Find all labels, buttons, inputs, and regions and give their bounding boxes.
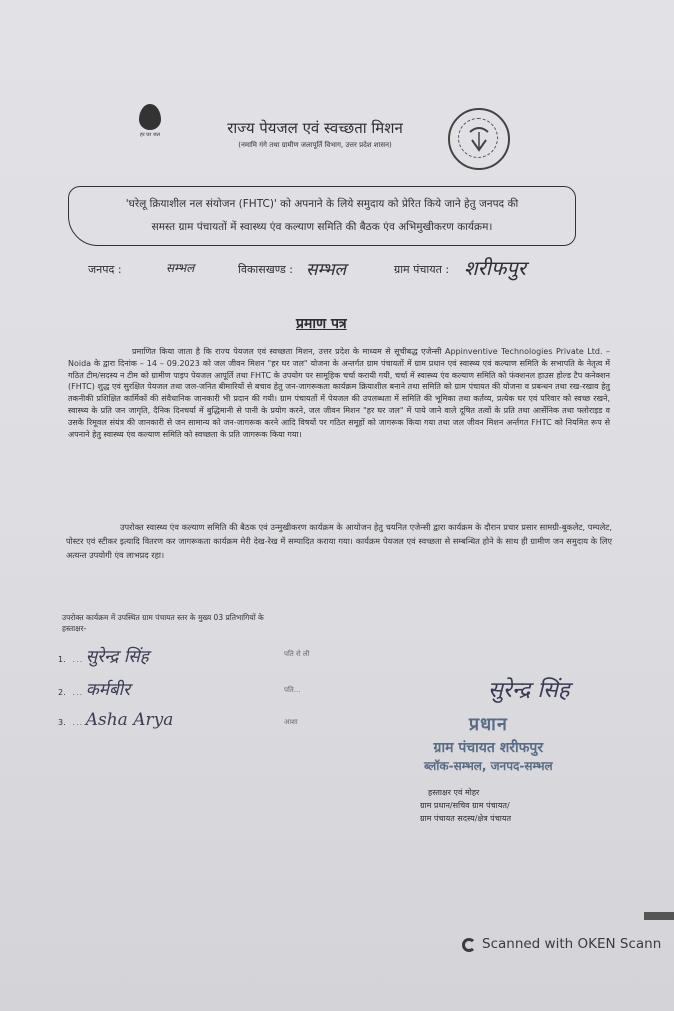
sign-line-3: ग्राम पंचायत सदस्य/क्षेत्र पंचायत (420, 814, 512, 823)
janpad-label: जनपद : (88, 263, 122, 276)
participant-relation: पति रो ली (284, 650, 310, 658)
participant-row-1: 1. ... सुरेन्द्र सिंह (58, 644, 182, 667)
participant-relation: पति... (284, 686, 301, 694)
banner-line-1: 'घरेलू क्रियाशील नल संयोजन (FHTC)' को अपनाने के लिये समुदाय को प्रेरित किये जाने हेतु जनपद की (125, 198, 519, 210)
participant-signature: सुरेन्द्र सिंह (85, 647, 149, 667)
pradhan-stamp (424, 712, 553, 774)
scanner-logo-icon (462, 938, 476, 952)
vikaskhand-value: सम्भल (306, 260, 347, 280)
signatory-designation (420, 786, 511, 825)
participant-row-2: 2. ... कर्मबीर (58, 677, 182, 700)
stamp-block: ब्लॉक-सम्भल, जनपद-सम्भल (424, 759, 553, 773)
logo-caption: हर घर जल (140, 132, 160, 138)
scanner-watermark (462, 936, 661, 952)
mission-title: राज्य पेयजल एवं स्वच्छता मिशन (227, 119, 403, 137)
attendance-intro-line-1: उपरोक्त कार्यक्रम में उपस्थित ग्राम पंचायत स्तर के मुख्य 03 प्रतिभागियों के (62, 613, 264, 622)
program-title-banner (68, 186, 576, 246)
participant-number: 1. (58, 655, 66, 664)
attendance-intro-line-2: हस्ताक्षर- (62, 624, 87, 633)
attendance-intro (62, 612, 264, 634)
gram-panchayat-label: ग्राम पंचायत : (394, 263, 450, 276)
har-ghar-jal-logo (128, 104, 172, 138)
participant-signature: Asha Arya (85, 710, 174, 730)
participant-relation: आशा (284, 718, 298, 726)
certificate-paragraph-2: उपरोक्त स्वास्थ्य एंव कल्याण समिति की बैठक एवं उन्मुखीकरण कार्यक्रम के आयोजन हेतु चयनित एजेन्सी द्वारा कार्यक्रम के दौरान प्रचार प्रसार सामग्री-बुकलेट, पम्पलेट, पोस्टर एवं स्टीकर इत्यादि वितरण कर जागरूकता कार्यक्रम मेरी देख-रेख में सम्पादित कराया गया। कार्यक्रम पेयजल एवं स्वच्छता से सम्बन्धित होने के साथ ही ग्रामीण जन समुदाय के लिए अत्यन्त उपयोगी एंव लाभप्रद रहा। (66, 522, 612, 560)
gram-panchayat-value: शरीफपुर (464, 256, 526, 280)
pradhan-signature: सुरेन्द्र सिंह (488, 678, 570, 703)
mission-heading (190, 118, 440, 150)
sign-line-2: ग्राम प्रधान/सचिव ग्राम पंचायत/ (420, 801, 510, 810)
up-government-emblem-icon (448, 108, 510, 170)
banner-line-2: समस्त ग्राम पंचायतों में स्वास्थ्य एंव कल्याण समिति की बैठक एंव अभिमुखीकरण कार्यक्रम। (151, 221, 493, 233)
participant-signature: कर्मबीर (85, 680, 131, 700)
scanner-text: Scanned with OKEN Scann (482, 936, 662, 952)
stamp-title: प्रधान (468, 714, 508, 735)
participant-row-3: 3. ... Asha Arya (58, 710, 182, 730)
participant-number: 2. (58, 688, 66, 697)
certificate-paragraph-1: प्रमाणित किया जाता है कि राज्य पेयजल एवं स्वच्छता मिशन, उत्तर प्रदेश के माध्यम से सूचीबद्ध एजेन्सी Appinventive Technologies Private Ltd. – Noida के द्वारा दिनांक – 14 – 09.2023 को जल जीवन मिशन "हर घर जल" योजना के अन्तर्गत ग्राम पंचायतों में ग्राम प्रधान एवं स्वास्थ्य एवं कल्याण समिति के सभापति के नेतृत्व में गठित टीम/सदस्य न टीम को ग्रामीण पाइप पेयजल आपूर्ति तथा FHTC के उपयोग पर सामूहिक चर्चा करायी गयी, चर्चा में स्वास्थ्य एंव कल्याण समिति को फंक्शनल हाउस होल्ड टैप कनेक्शन (FHTC) शुद्ध एवं सुरक्षित पेयजल तथा जल-जनित बीमारियों से बचाव हेतु जन-जागरूकता कार्यक्रम क्रियाशील बनाने तथा समिति को ग्राम पंचायत की योजना व प्रबन्धन तथा रख-रखाव हेतु तकनीकी प्रशिक्षित कार्मिकों की संवैधानिक जानकारी भी प्रदान की गयी। ग्राम पंचायतों में पेयजल की उपलब्धता में समिति की भूमिका तथा कर्तव्य, प्रत्येक घर एवं परिवार को स्वच्छ रखने, स्वास्थ्य के प्रति जन जागृति, दैनिक दिनचर्या में बुद्धिमानी से पानी के प्रयोग करने, जल जीवन मिशन "हर घर जल" में पाये जाने वाले दूषित तत्वों के प्रति तथा आर्सेनिक तथा फ्लोराइड व उसके रिमूवल संयंत्र की जानकारी से जन सामान्य को जन-जागरूक करने आदि विषयों पर गठित समूहों को जागरूक किया गया तथा जल जीवन मिशन अर्न्तगत FHTC को नियमित रूप से अपनाने हेतु स्वास्थ्य एंव कल्याण समिति को स्वच्छता के प्रति जागरूक किया गया। (68, 347, 610, 439)
sign-line-1: हस्ताक्षर एवं मोहर (428, 788, 480, 797)
ink-blot (644, 912, 674, 920)
certificate-title: प्रमाण पत्र (296, 316, 347, 332)
vikaskhand-label: विकासखण्ड : (238, 263, 294, 276)
mission-subtitle: (नमामि गंगे तथा ग्रामीण जलापूर्ति विभाग, उत्तर प्रदेश शासन) (238, 141, 392, 149)
participant-number: 3. (58, 718, 66, 727)
water-drop-icon (139, 104, 161, 130)
stamp-panchayat: ग्राम पंचायत शरीफपुर (433, 740, 544, 756)
janpad-value: सम्भल (166, 261, 195, 275)
